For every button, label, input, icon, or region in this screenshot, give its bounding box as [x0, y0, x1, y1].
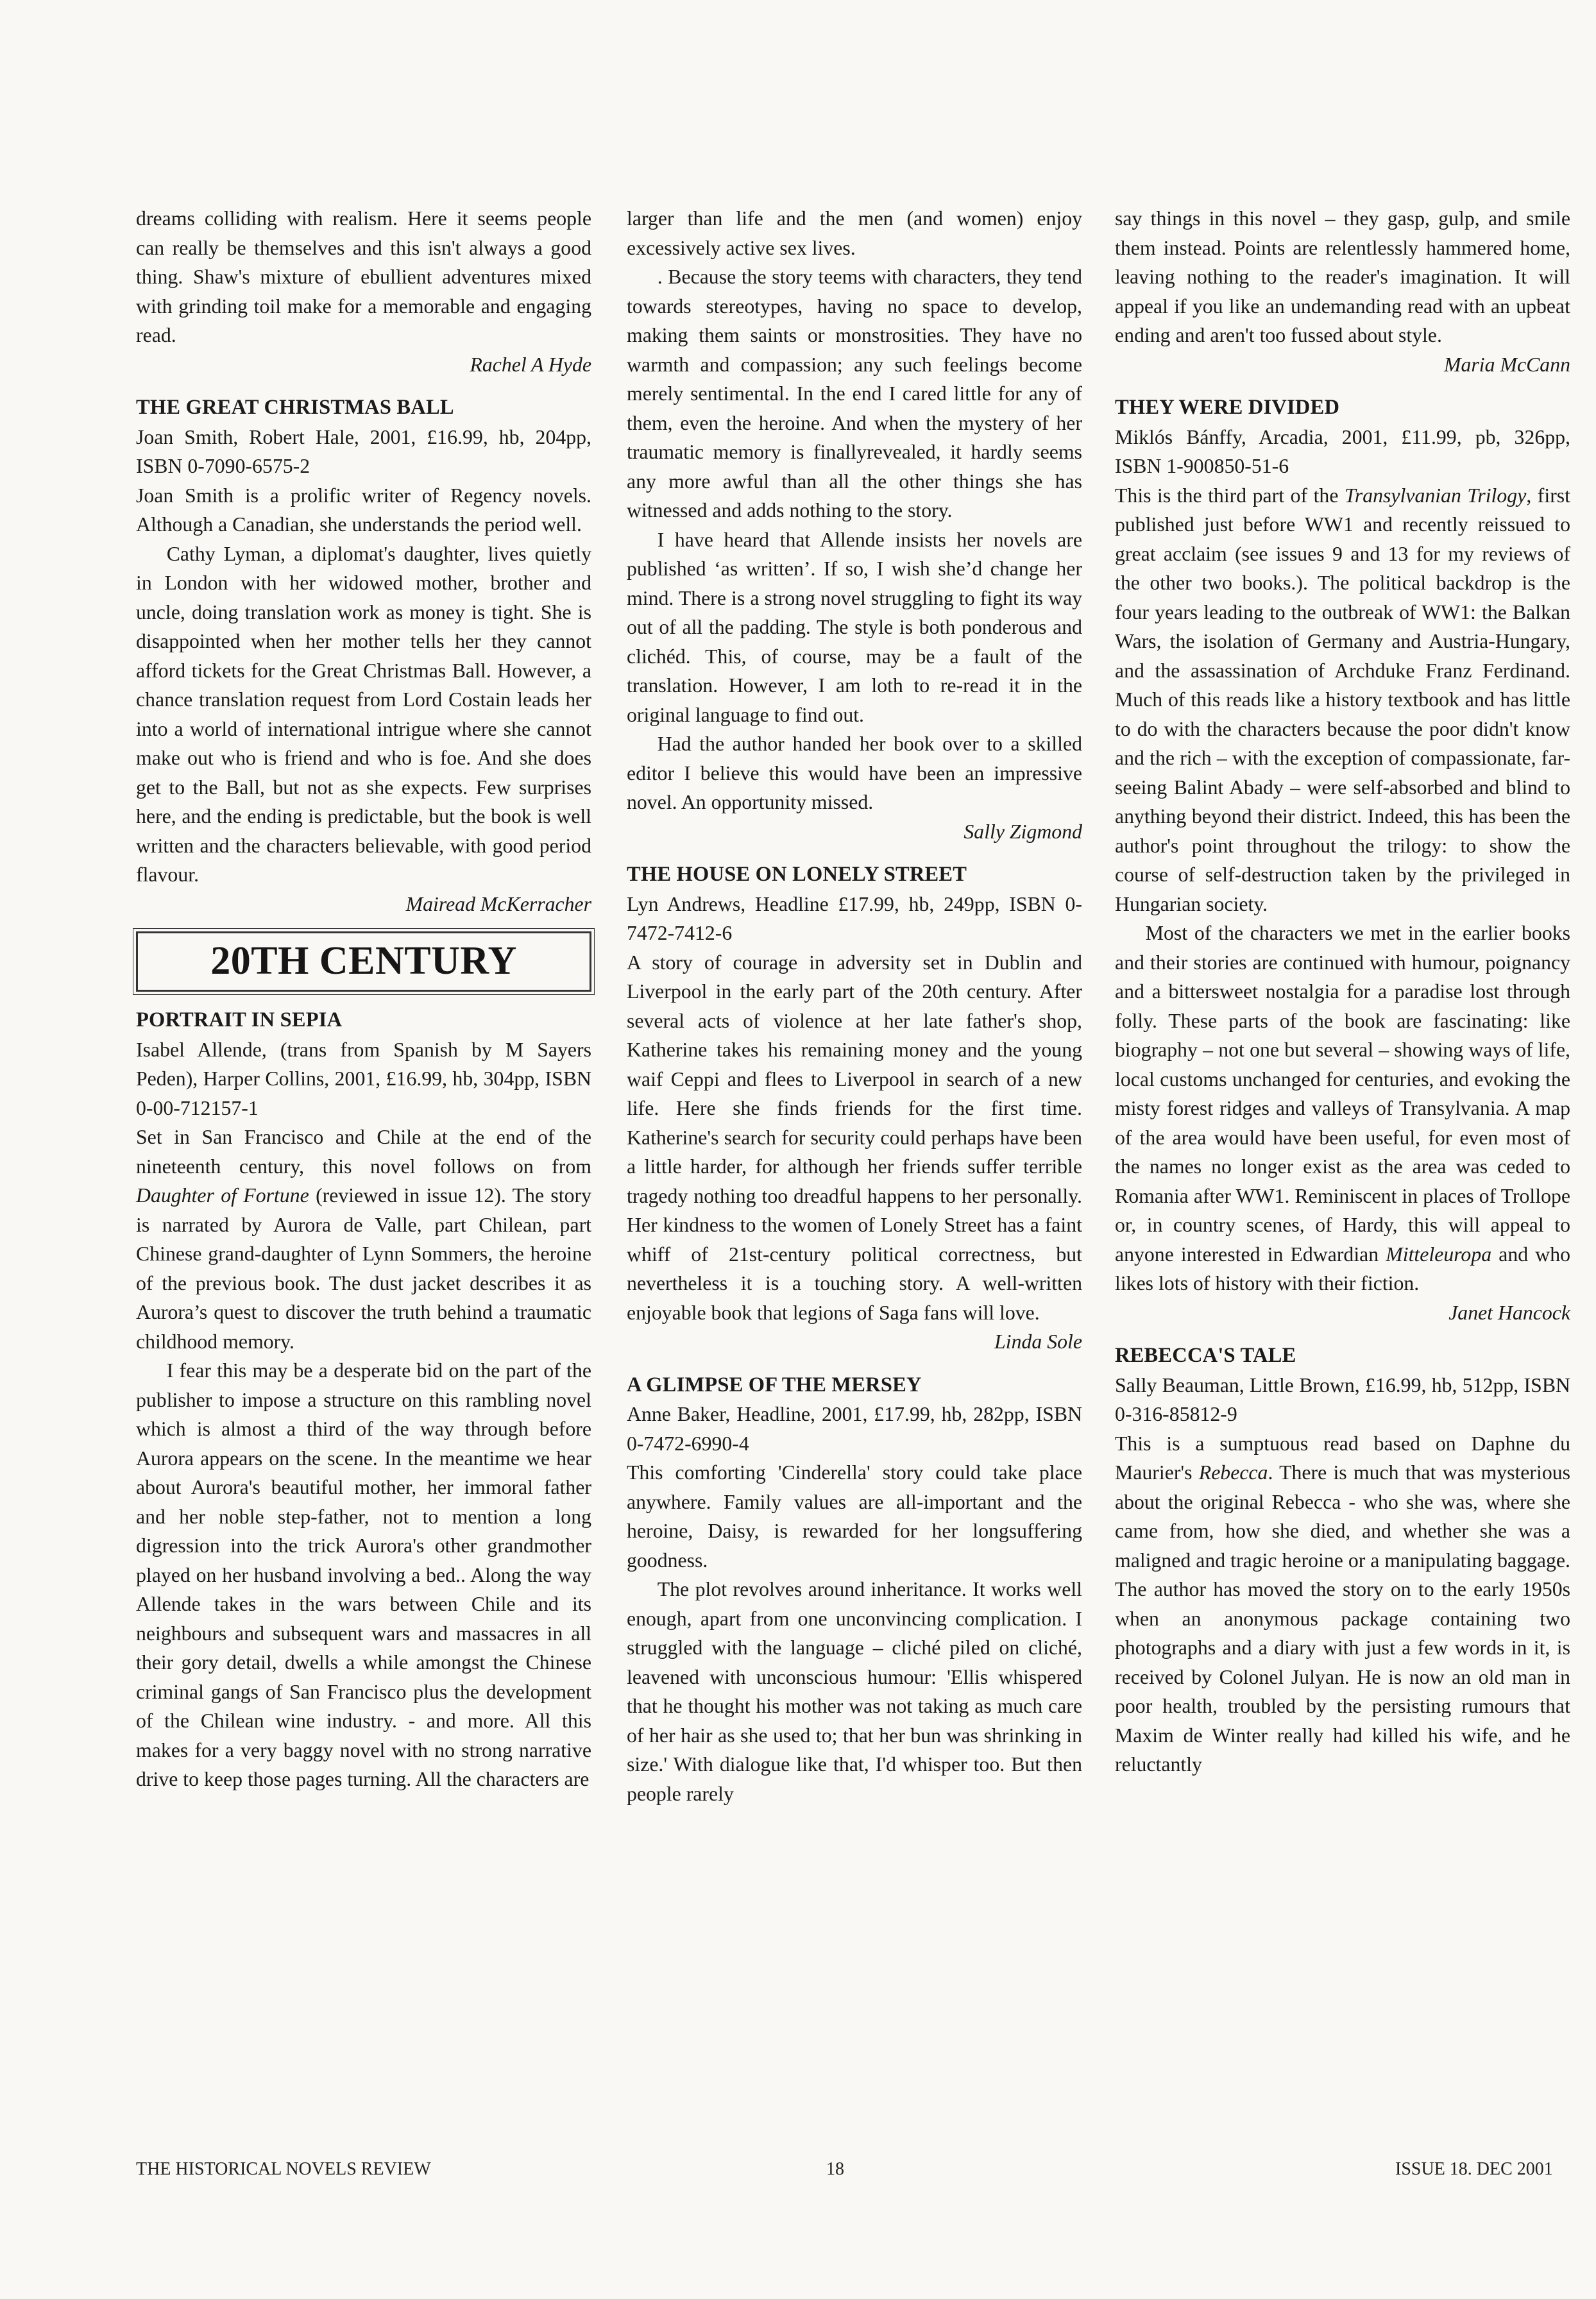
book-title-italic: Daughter of Fortune: [136, 1184, 309, 1207]
column-left: [136, 204, 591, 1794]
book-title-italic: Rebecca: [1198, 1461, 1268, 1484]
review-title: THE GREAT CHRISTMAS BALL: [136, 396, 454, 419]
book-details: Sally Beauman, Little Brown, £16.99, hb, 512pp, ISBN 0-316-85812-9: [1115, 1373, 1570, 1425]
text-span: (reviewed in issue 12). The story is narrated by Aurora de Valle, part Chilean, part Chinese grand-daughter of Lynn Sommers, the heroine of the previous book. The dust jacket describes it as Aurora’s quest to discover the truth behind a traumatic childhood memory.: [136, 1184, 591, 1353]
paragraph: [1115, 919, 1570, 1298]
text-span: This is the third part of the: [1115, 484, 1345, 507]
book-details: Miklós Bánffy, Arcadia, 2001, £11.99, pb, 326pp, ISBN 1-900850-51-6: [1115, 425, 1570, 477]
column-middle: [627, 204, 1082, 1808]
text-span: , first published just before WW1 and recently reissued to great acclaim (see issues 9 and 13 for my reviews of the other two books.). The political backdrop is the four years leading to the outbreak of WW1: the Balkan Wars, the isolation of Germany and Austria-Hungary, and the assassination of Archduke Franz Ferdinand. Much of this reads like a history textbook and has little to do with the characters because the poor didn't know and the rich – with the exception of compassionate, far-seeing Balint Abady – were self-absorbed and blind to anything beyond their district. Indeed, this has been the author's point throughout the trilogy: to show the course of self-destruction taken by the privileged in Hungarian society.: [1115, 484, 1570, 915]
paragraph: [1115, 1429, 1570, 1779]
reviewer-byline: Mairead McKerracher: [405, 892, 591, 915]
column-right: [1115, 204, 1570, 1779]
paragraph: The plot revolves around inheritance. It works well enough, apart from one unconvincing complication. I struggled with the language – cliché piled on cliché, leavened with unconscious humour: 'Ellis whispered that he thought his mother was not taking as much care of her hair as she used to; that her bun was shrinking in size.' With dialogue like that, I'd whisper too. But then people rarely: [627, 1578, 1082, 1805]
book-title-italic: Transylvanian Trilogy: [1344, 484, 1527, 507]
paragraph: Had the author handed her book over to a skilled editor I believe this would have been an impressive novel. An opportunity missed.: [627, 733, 1082, 813]
paragraph: A story of courage in adversity set in Dublin and Liverpool in the early part of the 20th century. After several acts of violence at her late father's shop, Katherine takes his remaining money and the young waif Ceppi and flees to Liverpool in search of a new life. Here she finds friends for the first time. Katherine's search for security could perhaps have been a little harder, for although her friends suffer terrible tragedy nothing too dreadful happens to her personally. Her kindness to the women of Lonely Street has a faint whiff of 21st-century political correctness, but nevertheless it is a touching story. A well-written enjoyable book that legions of Saga fans will love.: [627, 951, 1082, 1324]
reviewer-byline: Janet Hancock: [1448, 1301, 1570, 1324]
reviewer-byline: Rachel A Hyde: [470, 353, 591, 376]
review-title: REBECCA'S TALE: [1115, 1344, 1296, 1367]
book-details: Joan Smith, Robert Hale, 2001, £16.99, hb, 204pp, ISBN 0-7090-6575-2: [136, 425, 591, 477]
section-heading: 20TH CENTURY: [136, 931, 591, 992]
text-span: This is a sumptuous read based on Daphne du Maurier's: [1115, 1432, 1570, 1484]
paragraph: I have heard that Allende insists her novels are published ‘as written’. If so, I wish she’d change her mind. There is a strong novel struggling to fight its way out of all the padding. The style is both ponderous and clichéd. This, of course, may be a fault of the translation. However, I am loth to re-read it in the original language to find out.: [627, 528, 1082, 726]
paragraph: say things in this novel – they gasp, gulp, and smile them instead. Points are relentlessly hammered home, leaving nothing to the reader's imagination. It will appeal if you like an undemanding read with an upbeat ending and aren't too fussed about style.: [1115, 207, 1570, 346]
footer-publication-name: THE HISTORICAL NOVELS REVIEW: [136, 2159, 431, 2179]
reviewer-byline: Linda Sole: [994, 1330, 1082, 1353]
paragraph: dreams colliding with realism. Here it seems people can really be themselves and this isn't always a good thing. Shaw's mixture of ebullient adventures mixed with grinding toil make for a memorable and engaging read.: [136, 207, 591, 346]
review-title: PORTRAIT IN SEPIA: [136, 1008, 343, 1031]
paragraph: . Because the story teems with characters, they tend towards stereotypes, having no space to develop, making them saints or monstrosities. They have no warmth and compassion; any such feelings become merely sentimental. In the end I cared little for any of them, even the heroine. And when the mystery of her traumatic memory is finallyrevealed, it hardly seems any more awful than all the other things she has witnessed and adds nothing to the story.: [627, 266, 1082, 522]
paragraph: [136, 1123, 591, 1356]
text-span: . There is much that was mysterious about the original Rebecca - who she was, where she came from, how she died, and whether she was a maligned and tragic heroine or a manipulating baggage. The author has moved the story on to the early 1950s when an anonymous package containing two photographs and a diary with just a few words in it, is received by Colonel Julyan. He is now an old man in poor health, troubled by the persisting rumours that Maxim de Winter really had killed his wife, and he reluctantly: [1115, 1461, 1570, 1776]
term-italic: Mitteleuropa: [1386, 1243, 1492, 1266]
paragraph: larger than life and the men (and women) enjoy excessively active sex lives.: [627, 207, 1082, 259]
paragraph: [1115, 481, 1570, 919]
paragraph: I fear this may be a desperate bid on the part of the publisher to impose a structure on this rambling novel which is almost a third of the way through before Aurora appears on the scene. In the meantime we hear about Aurora's beautiful mother, her immoral father and her noble step-father, not to mention a long digression into the trick Aurora's other grandmother played on her husband involving a bed.. Along the way Allende takes in the wars between Chile and its neighbours and subsequent wars and massacres in all their gory detail, dwells a while amongst the Chinese criminal gangs of San Francisco plus the development of the Chilean wine industry. - and more. All this makes for a very baggy novel with no strong narrative drive to keep those pages turning. All the characters are: [136, 1359, 591, 1790]
text-span: Set in San Francisco and Chile at the end of the nineteenth century, this novel follows on from: [136, 1126, 591, 1178]
paragraph: Cathy Lyman, a diplomat's daughter, lives quietly in London with her widowed mother, brother and uncle, doing translation work as money is tight. She is disappointed when her mother tells her they cannot afford tickets for the Great Christmas Ball. However, a chance translation request from Lord Costain leads her into a world of international intrigue where she cannot make out who is friend and who is foe. And she does get to the Ball, but not as she expects. Few surprises here, and the ending is predictable, but the book is well written and the characters believable, with good period flavour.: [136, 542, 591, 886]
review-title: THEY WERE DIVIDED: [1115, 396, 1340, 419]
reviewer-byline: Maria McCann: [1444, 353, 1570, 376]
footer-issue-date: ISSUE 18. DEC 2001: [1395, 2159, 1553, 2179]
review-title: A GLIMPSE OF THE MERSEY: [627, 1373, 922, 1396]
reviewer-byline: Sally Zigmond: [964, 820, 1082, 843]
footer-page-number: 18: [826, 2159, 844, 2179]
paragraph: Joan Smith is a prolific writer of Regency novels. Although a Canadian, she understands the period well.: [136, 484, 591, 536]
review-title: THE HOUSE ON LONELY STREET: [627, 863, 967, 886]
book-details: Lyn Andrews, Headline £17.99, hb, 249pp, ISBN 0-7472-7412-6: [627, 892, 1082, 944]
book-details: Anne Baker, Headline, 2001, £17.99, hb, 282pp, ISBN 0-7472-6990-4: [627, 1403, 1082, 1455]
text-span: and who likes lots of history with their fiction.: [1115, 1243, 1570, 1294]
book-details: Isabel Allende, (trans from Spanish by M Sayers Peden), Harper Collins, 2001, £16.99, hb, 304pp, ISBN 0-00-712157-1: [136, 1038, 591, 1119]
text-span: Most of the characters we met in the earlier books and their stories are continued with humour, poignancy and a bittersweet nostalgia for a paradise lost through folly. These parts of the book are fascinating: like biography – not one but several – showing ways of life, local customs unchanged for centuries, and evoking the misty forest ridges and valleys of Transylvania. A map of the area would have been useful, for even most of the names no longer exist as the area was ceded to Romania after WW1. Reminiscent in places of Trollope or, in country scenes, of Hardy, this will appeal to anyone interested in Edwardian: [1115, 922, 1570, 1266]
paragraph: This comforting 'Cinderella' story could take place anywhere. Family values are all-important and the heroine, Daisy, is rewarded for her longsuffering goodness.: [627, 1461, 1082, 1572]
